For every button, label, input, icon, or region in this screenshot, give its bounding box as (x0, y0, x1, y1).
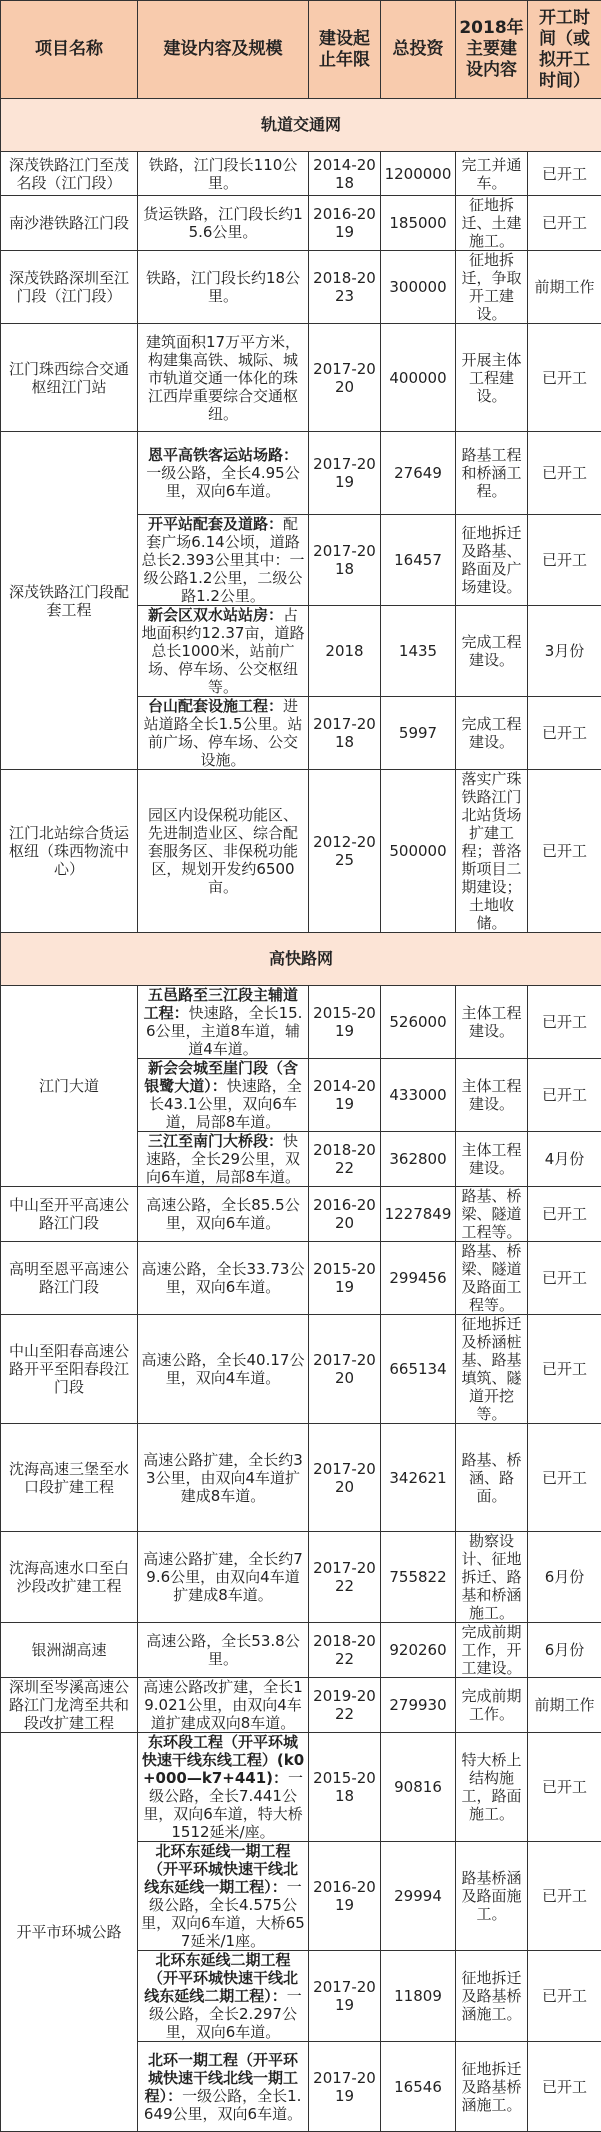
content-text: 一级公路，全长7.441公里，双向6车道，特大桥1512延米/座。 (143, 1769, 303, 1841)
period-cell: 2012-2025 (309, 770, 381, 933)
content-text: 高速公路，全长40.17公里，双向4车道。 (142, 1351, 305, 1387)
period-cell: 2018-2023 (309, 251, 381, 324)
project-content (138, 2042, 309, 2132)
project-name: 江门大道 (1, 986, 138, 1187)
start-cell: 已开工 (528, 1242, 601, 1315)
investment-cell: 185000 (381, 196, 456, 251)
subproject-title: 恩平高铁客运站场路： (148, 446, 298, 464)
project-content (138, 1678, 309, 1733)
start-cell: 已开工 (528, 1951, 601, 2042)
plan-cell: 路基、桥涵、路面。 (456, 1424, 528, 1532)
start-cell: 6月份 (528, 1623, 601, 1678)
investment-cell: 27649 (381, 432, 456, 515)
project-name: 高明至恩平高速公路江门段 (1, 1242, 138, 1315)
content-text: 一级公路，全长4.575公里，双向6车道，大桥657延米/1座。 (141, 1878, 305, 1950)
start-cell: 已开工 (528, 2042, 601, 2132)
subproject-title: 北环东延线二期工程（开平环城快速干线北线东延线二期工程）： (144, 1951, 298, 2005)
plan-cell: 路基工程和桥涵工程。 (456, 432, 528, 515)
plan-cell: 完成前期工作。 (456, 1678, 528, 1733)
project-name: 中山至阳春高速公路开平至阳春段江门段 (1, 1315, 138, 1424)
period-cell: 2017-2018 (309, 697, 381, 770)
subproject-title: 三江至南门大桥段： (148, 1132, 283, 1150)
table-row (1, 1733, 601, 1842)
period-cell: 2015-2019 (309, 986, 381, 1059)
project-name: 南沙港铁路江门段 (1, 196, 138, 251)
content-text: 一级公路，全长1.649公里，双向6车道。 (144, 2087, 302, 2123)
start-cell: 已开工 (528, 432, 601, 515)
table-row (1, 1532, 601, 1623)
table-row (1, 251, 601, 324)
period-cell: 2017-2020 (309, 1424, 381, 1532)
investment-cell: 500000 (381, 770, 456, 933)
subproject-title: 台山配套设施工程： (148, 697, 283, 715)
investment-cell: 526000 (381, 986, 456, 1059)
start-cell: 已开工 (528, 1059, 601, 1132)
period-cell: 2016-2019 (309, 1842, 381, 1951)
start-cell: 已开工 (528, 324, 601, 432)
plan-cell: 完工并通车。 (456, 152, 528, 196)
start-cell: 前期工作 (528, 1678, 601, 1733)
project-content (138, 152, 309, 196)
plan-cell: 征地拆迁，争取开工建设。 (456, 251, 528, 324)
project-content (138, 1315, 309, 1424)
start-cell: 已开工 (528, 152, 601, 196)
table-row (1, 770, 601, 933)
period-cell: 2015-2019 (309, 1242, 381, 1315)
subproject-title: 新会会城至崖门段（含银鹭大道）： (144, 1059, 298, 1095)
start-cell: 6月份 (528, 1532, 601, 1623)
period-cell: 2017-2019 (309, 1951, 381, 2042)
subproject-title: 开平站配套及道路： (148, 515, 283, 533)
plan-cell: 主体工程建设。 (456, 1132, 528, 1187)
investment-cell: 1200000 (381, 152, 456, 196)
table-row (1, 196, 601, 251)
project-content (138, 432, 309, 515)
table-row (1, 1678, 601, 1733)
content-text: 高速公路，全长33.73公里，双向6车道。 (142, 1260, 305, 1296)
project-content (138, 1059, 309, 1132)
plan-cell: 特大桥上结构施工，路面施工。 (456, 1733, 528, 1842)
period-cell: 2017-2020 (309, 1315, 381, 1424)
content-text: 高速公路扩建，全长约33公里，由双向4车道扩建成8车道。 (143, 1451, 303, 1505)
investment-cell: 299456 (381, 1242, 456, 1315)
start-cell: 已开工 (528, 770, 601, 933)
project-content (138, 1132, 309, 1187)
project-content (138, 697, 309, 770)
start-cell: 已开工 (528, 1424, 601, 1532)
project-content (138, 251, 309, 324)
content-text: 一级公路，全长2.297公里，双向6车道。 (149, 1987, 302, 2041)
period-cell: 2017-2022 (309, 1532, 381, 1623)
plan-cell: 路基、桥梁、隧道及路面工程等。 (456, 1242, 528, 1315)
investment-cell: 1435 (381, 606, 456, 697)
period-cell: 2017-2018 (309, 515, 381, 606)
start-cell: 已开工 (528, 196, 601, 251)
section-title: 轨道交通网 (1, 99, 601, 152)
header-investment: 总投资 (381, 1, 456, 99)
content-text: 占地面积约12.37亩，道路总长1000米，站前广场、停车场、公交枢纽等。 (142, 606, 305, 696)
header-plan: 2018年主要建设内容 (456, 1, 528, 99)
project-content (138, 1242, 309, 1315)
project-name: 深茂铁路江门至茂名段（江门段） (1, 152, 138, 196)
project-content (138, 606, 309, 697)
period-cell: 2014-2018 (309, 152, 381, 196)
plan-cell: 路基、桥梁、隧道工程等。 (456, 1187, 528, 1242)
period-cell: 2016-2020 (309, 1187, 381, 1242)
start-cell: 已开工 (528, 1842, 601, 1951)
start-cell: 已开工 (528, 1187, 601, 1242)
content-text: 园区内设保税功能区、先进制造业区、综合配套服务区、非保税功能区，规划开发约6500亩。 (148, 806, 298, 896)
plan-cell: 完成工程建设。 (456, 606, 528, 697)
plan-cell: 征地拆迁及路基桥涵施工。 (456, 1951, 528, 2042)
investment-cell: 279930 (381, 1678, 456, 1733)
project-name: 江门珠西综合交通枢纽江门站 (1, 324, 138, 432)
project-name: 沈海高速水口至白沙段改扩建工程 (1, 1532, 138, 1623)
content-text: 一级公路，全长4.95公里，双向6车道。 (146, 464, 299, 500)
project-content (138, 770, 309, 933)
plan-cell: 征地拆迁及路基桥涵施工。 (456, 2042, 528, 2132)
period-cell: 2014-2019 (309, 1059, 381, 1132)
plan-cell: 完成前期工作，开工建设。 (456, 1623, 528, 1678)
header-start: 开工时间（或拟开工时间） (528, 1, 601, 99)
plan-cell: 开展主体工程建设。 (456, 324, 528, 432)
header-content: 建设内容及规模 (138, 1, 309, 99)
investment-cell: 433000 (381, 1059, 456, 1132)
project-name: 深茂铁路江门段配套工程 (1, 432, 138, 770)
content-text: 高速公路，全长53.8公里。 (146, 1632, 299, 1668)
start-cell: 已开工 (528, 1315, 601, 1424)
content-text: 快速路，全长43.1公里，双向6车道，局部8车道。 (149, 1077, 302, 1131)
investment-cell: 400000 (381, 324, 456, 432)
content-text: 建筑面积17万平方米，构建集高铁、城际、城市轨道交通一体化的珠江西岸重要综合交通枢纽。 (146, 333, 300, 423)
content-text: 高速公路扩建，全长约79.6公里，由双向4车道扩建成8车道。 (143, 1550, 303, 1604)
investment-cell: 300000 (381, 251, 456, 324)
table-body (1, 99, 601, 2132)
investment-cell: 342621 (381, 1424, 456, 1532)
plan-cell: 落实广珠铁路江门北站货场扩建工程；普洛斯项目二期建设；土地收储。 (456, 770, 528, 933)
plan-cell: 主体工程建设。 (456, 986, 528, 1059)
table-row (1, 1623, 601, 1678)
plan-cell: 征地拆迁及路基、路面及广场建设。 (456, 515, 528, 606)
investment-cell: 1227849 (381, 1187, 456, 1242)
period-cell: 2016-2019 (309, 196, 381, 251)
period-cell: 2017-2020 (309, 324, 381, 432)
project-content (138, 986, 309, 1059)
investment-cell: 11809 (381, 1951, 456, 2042)
period-cell: 2017-2019 (309, 432, 381, 515)
subproject-title: 新会区双水站站房： (148, 606, 283, 624)
project-name: 深圳至岑溪高速公路江门龙湾至共和段改扩建工程 (1, 1678, 138, 1733)
project-content (138, 1424, 309, 1532)
header-name: 项目名称 (1, 1, 138, 99)
project-content (138, 1623, 309, 1678)
investment-cell: 29994 (381, 1842, 456, 1951)
investment-cell: 16546 (381, 2042, 456, 2132)
content-text: 铁路，江门段长110公里。 (149, 156, 298, 192)
table-row (1, 1424, 601, 1532)
period-cell: 2018-2022 (309, 1132, 381, 1187)
content-text: 高速公路改扩建，全长19.021公里，由双向4车道扩建成双向8车道。 (143, 1678, 303, 1732)
subproject-title: 东环段工程（开平环城快速干线东线工程）(k0+000—k7+441)： (142, 1733, 304, 1787)
start-cell: 已开工 (528, 515, 601, 606)
period-cell: 2015-2018 (309, 1733, 381, 1842)
plan-cell: 勘察设计、征地拆迁、路基和桥涵施工。 (456, 1532, 528, 1623)
period-cell: 2019-2022 (309, 1678, 381, 1733)
period-cell: 2017-2019 (309, 2042, 381, 2132)
project-name: 银洲湖高速 (1, 1623, 138, 1678)
plan-cell: 主体工程建设。 (456, 1059, 528, 1132)
table-row (1, 986, 601, 1059)
project-content (138, 196, 309, 251)
investment-cell: 755822 (381, 1532, 456, 1623)
start-cell: 已开工 (528, 697, 601, 770)
section-row (1, 933, 601, 986)
project-name: 开平市环城公路 (1, 1733, 138, 2132)
project-content (138, 1532, 309, 1623)
content-text: 配套广场6.14公顷，道路总长2.393公里其中：一级公路1.2公里，二级公路1.2公里。 (142, 515, 305, 605)
investment-cell: 920260 (381, 1623, 456, 1678)
start-cell: 已开工 (528, 1733, 601, 1842)
plan-cell: 征地拆迁及桥涵桩基、路基填筑、隧道开挖等。 (456, 1315, 528, 1424)
project-name: 沈海高速三堡至水口段扩建工程 (1, 1424, 138, 1532)
table-row (1, 1315, 601, 1424)
project-name: 江门北站综合货运枢纽（珠西物流中心） (1, 770, 138, 933)
investment-cell: 665134 (381, 1315, 456, 1424)
plan-cell: 完成工程建设。 (456, 697, 528, 770)
content-text: 快速路，全长29公里，双向6车道，局部8车道。 (146, 1132, 300, 1186)
investment-cell: 16457 (381, 515, 456, 606)
project-name: 深茂铁路深圳至江门段（江门段） (1, 251, 138, 324)
project-content (138, 324, 309, 432)
header-period: 建设起止年限 (309, 1, 381, 99)
header-row (1, 1, 601, 99)
table-row (1, 432, 601, 515)
content-text: 铁路，江门段长约18公里。 (146, 269, 300, 305)
project-content (138, 1951, 309, 2042)
investment-cell: 362800 (381, 1132, 456, 1187)
plan-cell: 征地拆迁、土建施工。 (456, 196, 528, 251)
content-text: 高速公路，全长85.5公里，双向6车道。 (146, 1196, 299, 1232)
plan-cell: 路基桥涵及路面施工。 (456, 1842, 528, 1951)
project-content (138, 1733, 309, 1842)
subproject-title: 北环一期工程（开平环城快速干线北线一期工程）： (145, 2051, 298, 2105)
table-row (1, 1242, 601, 1315)
table-row (1, 324, 601, 432)
project-content (138, 1842, 309, 1951)
start-cell: 4月份 (528, 1132, 601, 1187)
project-content (138, 1187, 309, 1242)
investment-cell: 90816 (381, 1733, 456, 1842)
start-cell: 已开工 (528, 986, 601, 1059)
period-cell: 2018-2022 (309, 1623, 381, 1678)
subproject-title: 北环东延线一期工程（开平环城快速干线北线东延线一期工程）： (144, 1842, 298, 1896)
subproject-title: 五邑路至三江段主辅道工程： (144, 986, 298, 1022)
section-row (1, 99, 601, 152)
start-cell: 3月份 (528, 606, 601, 697)
investment-cell: 5997 (381, 697, 456, 770)
section-title: 高快路网 (1, 933, 601, 986)
content-text: 快速路，全长15.6公里，主道8车道，辅道4车道。 (146, 1004, 302, 1058)
project-name: 中山至开平高速公路江门段 (1, 1187, 138, 1242)
project-content (138, 515, 309, 606)
table-row (1, 152, 601, 196)
period-cell: 2018 (309, 606, 381, 697)
content-text: 货运铁路，江门段长约15.6公里。 (143, 205, 303, 241)
table-row (1, 1187, 601, 1242)
start-cell: 前期工作 (528, 251, 601, 324)
content-text: 进站道路全长1.5公里。站前广场、停车场、公交设施。 (144, 697, 303, 769)
